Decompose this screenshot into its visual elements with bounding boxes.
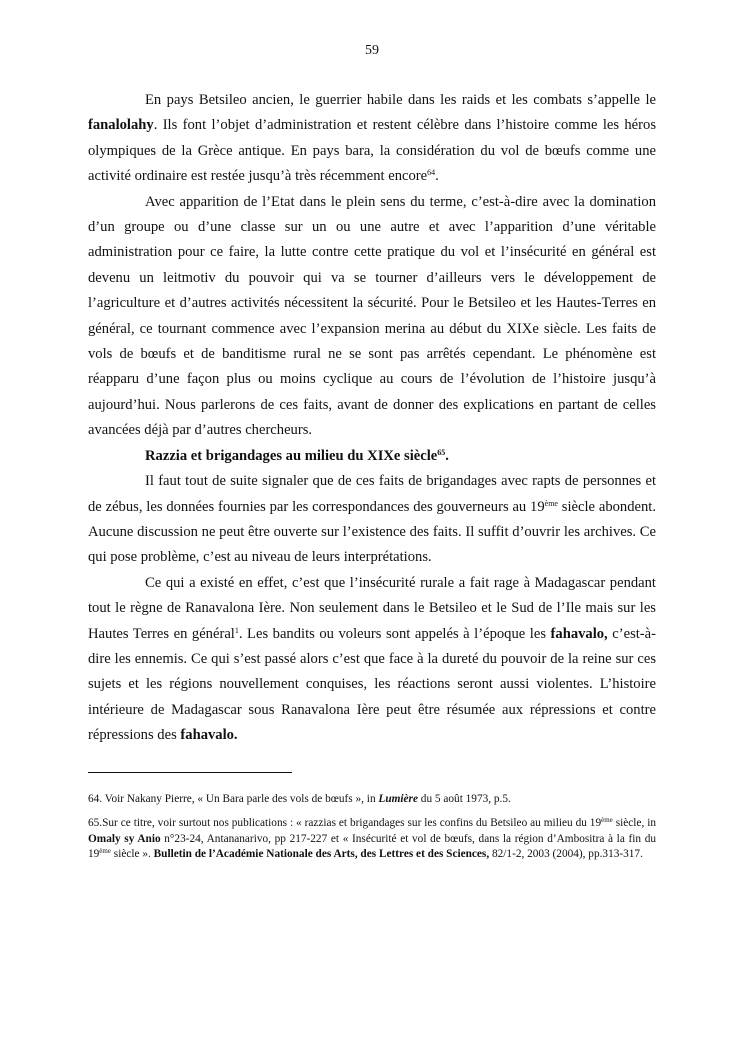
paragraph-ranavalona: Ce qui a existé en effet, c’est que l’insécurité rurale a fait rage à Madagascar pendant tout le règne de Ranavalona Ière. Non seulement dans le Betsileo et le Sud de l’Ile mais sur les Hautes Terres en général$^1$. Les bandits ou voleurs sont appelés à l’époque les fahavalo, c’est-à-dire les ennemis. Ce qui s’est passé alors c’est que face à la dureté du pouvoir de la reine sur ces sujets et les régions nouvellement conquises, les réactions seront aussi violentes. L’histoire intérieure de Madagascar sous Ranavalona Ière peut être résumée aux répressions et contre répressions des fahavalo. <box>88 574 657 744</box>
section-heading: Razzia et brigandages au milieu du XIXe siècle$^{65}$. <box>145 447 449 464</box>
footnote-separator <box>88 772 292 773</box>
paragraph-etat: Avec apparition de l’Etat dans le plein sens du terme, c’est-à-dire avec la domination d’un groupe ou d’une classe sur un ou une autre et avec l’apparition d’une véritable administration pour ce faire, la lutte contre cette pratique du vol et l’insécurité en général est devenu un leitmotiv du pouvoir qui va se tourner d’ailleurs vers le développement de l’agriculture et d’autres activités nécessitent la sécurité. Pour le Betsileo et les Hautes-Terres en général, ce tournant commence avec l’expansion merina au début du XIXe siècle. Les faits de vols de bœufs et de banditisme rural ne se sont pas arrêtés cependant. Le phénomène est réapparu d’une façon plus ou moins cyclique au cours de l’évolution de l’histoire jusqu’à aujourd’hui. Nous parlerons de ces faits, avant de donner des explications en partant de celles avancées déjà par d’autres chercheurs. <box>88 193 656 439</box>
term-fahavalo-end: fahavalo. <box>180 727 238 744</box>
footnote-64: 64. Voir Nakany Pierre, « Un Bara parle des vols de bœufs », in Lumière du 5 août 1973, p.5. <box>88 793 511 805</box>
paragraph-fanalolahy: En pays Betsileo ancien, le guerrier habile dans les raids et les combats s’appelle le fanalolahy. Ils font l’objet d’administration et restent célèbre dans l’histoire comme les héros olympiques de la Grèce antique. En pays bara, la considération du vol de bœufs comme une activité ordinaire est restée jusqu’à très récemment encore$^{64}$. <box>88 92 656 185</box>
page-number: 59 <box>365 43 379 58</box>
footnote-ref-65[interactable]: 65 <box>437 447 446 457</box>
footnote-ref-64[interactable]: 64 <box>427 168 436 178</box>
footnote-ref-1[interactable]: 1 <box>234 625 239 635</box>
term-fahavalo: fahavalo, <box>550 625 608 642</box>
footnote-65: 65.Sur ce titre, voir surtout nos publications : « razzias et brigandages sur les confins du Betsileo au milieu du 19ème siècle, in Omaly sy Anio n°23-24, Antananarivo, pp 217-227 et « Insécurité et vol de bœufs, dans la région d’Ambositra à la fin du 19ème siècle ». Bulletin de l’Académie Nationale des Arts, des Lettres et des Sciences, 82/1-2, 2003 (2004), pp.313-317. <box>88 816 656 861</box>
superscript-eme: ème <box>544 498 558 508</box>
paragraph-brigandages: Il faut tout de suite signaler que de ces faits de brigandages avec rapts de personnes et de zébus, les données fournies par les correspondances des gouverneurs au 19ème siècle abondent. Aucune discussion ne peut être ouverte sur l’existence des faits. Il suffit d’ouvrir les archives. Ce qui pose problème, c’est au niveau de leurs interprétations. <box>88 473 657 566</box>
footnotes <box>88 792 656 863</box>
term-fanalolahy: fanalolahy <box>88 117 154 134</box>
body-text <box>88 88 656 749</box>
